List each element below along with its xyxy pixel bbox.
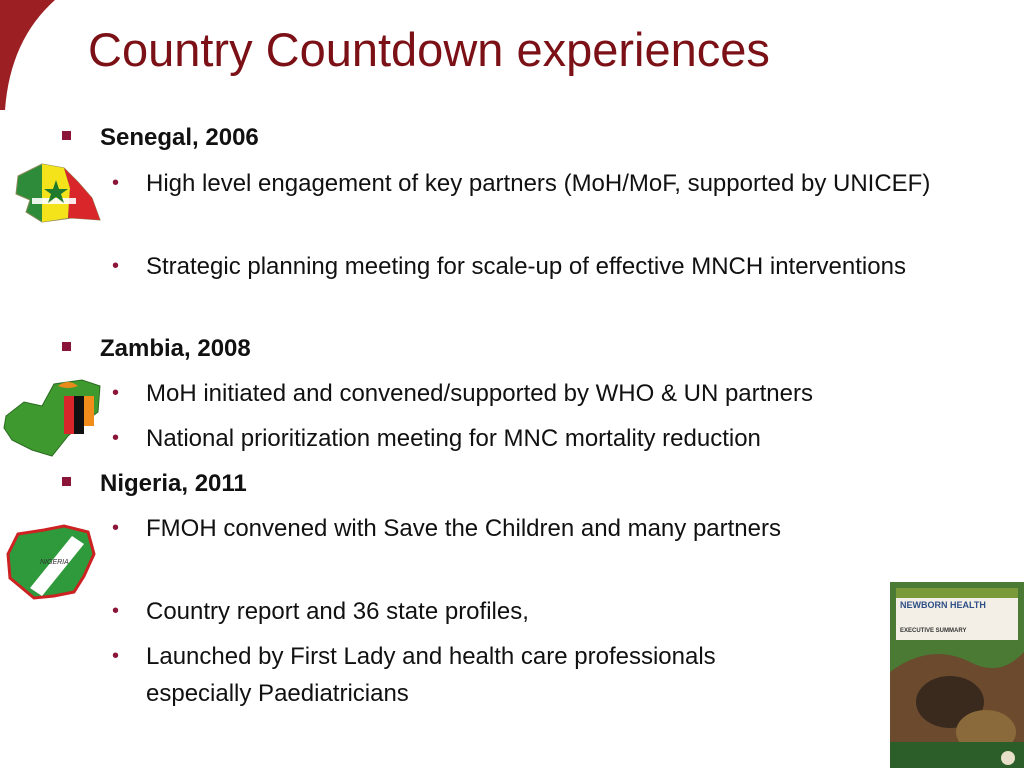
zambia-map-flag-icon [2,376,102,458]
bullet-dot: • [112,600,120,622]
list-item: • Launched by First Lady and health care professionals especially Paediatricians [112,638,812,712]
list-item: • MoH initiated and convened/supported by WHO & UN partners [112,375,972,412]
list-item: • Country report and 36 state profiles, [112,593,972,630]
decorative-corner-arc [0,0,80,110]
bullet-dot: • [112,255,120,277]
list-item: • FMOH convened with Save the Children and many partners [112,510,812,547]
square-bullet-icon [62,131,71,140]
section-heading-label: Nigeria, 2011 [100,470,247,497]
bullet-dot: • [112,382,120,404]
senegal-map-flag-icon [12,160,104,226]
square-bullet-icon [62,477,71,486]
report-cover-title: NEWBORN HEALTH [900,600,986,610]
report-cover-image [890,582,1024,768]
slide-title: Country Countdown experiences [88,23,770,76]
list-item: • National prioritization meeting for MNC mortality reduction [112,420,972,457]
section-heading-label: Senegal, 2006 [100,124,259,151]
report-cover-subtitle: EXECUTIVE SUMMARY [900,628,967,634]
nigeria-map-label: NIGERIA [40,559,69,566]
square-bullet-icon [62,342,71,351]
bullet-dot: • [112,517,120,539]
list-item: • High level engagement of key partners (MoH/MoF, supported by UNICEF) [112,165,972,202]
section-heading-label: Zambia, 2008 [100,335,251,362]
nigeria-map-flag-icon [4,524,96,600]
bullet-dot: • [112,427,120,449]
list-item: • Strategic planning meeting for scale-up of effective MNCH interventions [112,248,972,285]
bullet-dot: • [112,172,120,194]
bullet-dot: • [112,645,120,667]
